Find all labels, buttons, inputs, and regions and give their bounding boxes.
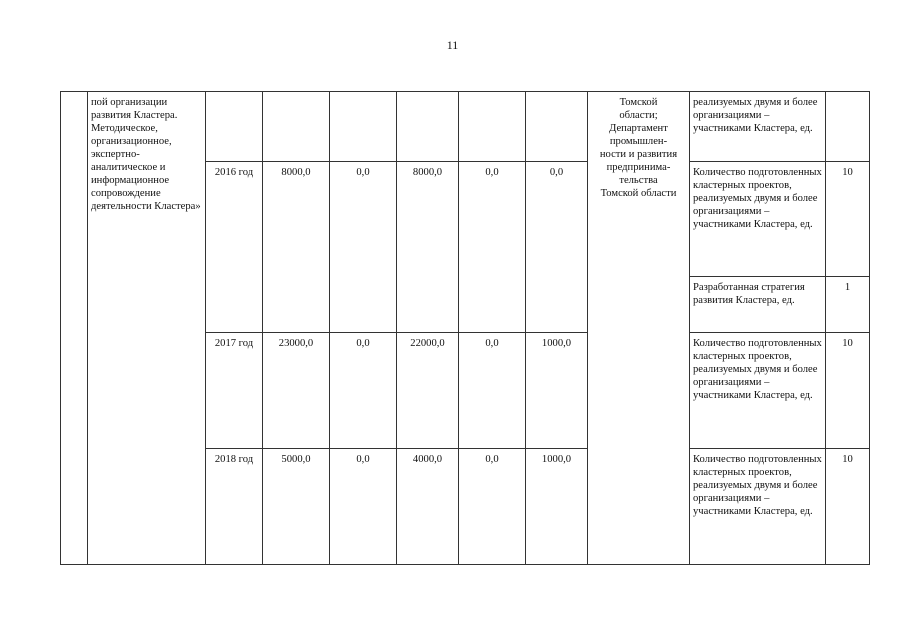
regional-cell-empty <box>397 92 459 162</box>
row-number-cell <box>61 92 88 565</box>
federal-cell: 0,0 <box>330 162 397 333</box>
federal-cell: 0,0 <box>330 449 397 565</box>
other-cell-empty <box>526 92 588 162</box>
total-cell: 8000,0 <box>263 162 330 333</box>
total-cell-empty <box>263 92 330 162</box>
total-cell: 5000,0 <box>263 449 330 565</box>
local-cell: 0,0 <box>459 162 526 333</box>
regional-cell: 22000,0 <box>397 333 459 449</box>
federal-cell-empty <box>330 92 397 162</box>
other-cell: 0,0 <box>526 162 588 333</box>
federal-cell: 0,0 <box>330 333 397 449</box>
table-row-continued <box>61 92 870 162</box>
local-cell: 0,0 <box>459 449 526 565</box>
indicator-name-cell: Количество подготовленных кластерных проектов, реализуемых двумя и более организациями – участниками Кластера, ед. <box>690 333 826 449</box>
regional-cell: 4000,0 <box>397 449 459 565</box>
year-cell: 2018 год <box>206 449 263 565</box>
activity-name-cell: пой организации развития Кластера. Методическое, организационное, экспертно-аналитическое и информационное сопровождение деятельности Кластера» <box>88 92 206 565</box>
other-cell: 1000,0 <box>526 449 588 565</box>
page-number: 11 <box>446 38 459 52</box>
indicator-name-cell: Разработанная стратегия развития Кластера, ед. <box>690 277 826 333</box>
local-cell-empty <box>459 92 526 162</box>
total-cell: 23000,0 <box>263 333 330 449</box>
indicator-value-cell <box>826 92 870 162</box>
year-cell: 2016 год <box>206 162 263 333</box>
indicator-name-cell: Количество подготовленных кластерных проектов, реализуемых двумя и более организациями – участниками Кластера, ед. <box>690 449 826 565</box>
indicator-name-cell: Количество подготовленных кластерных проектов, реализуемых двумя и более организациями – участниками Кластера, ед. <box>690 162 826 277</box>
regional-cell: 8000,0 <box>397 162 459 333</box>
program-table <box>60 91 870 565</box>
indicator-value-cell: 1 <box>826 277 870 333</box>
indicator-value-cell: 10 <box>826 449 870 565</box>
indicator-value-cell: 10 <box>826 162 870 277</box>
local-cell: 0,0 <box>459 333 526 449</box>
indicator-name-cell: реализуемых двумя и более организациями – участниками Кластера, ед. <box>690 92 826 162</box>
year-cell-empty <box>206 92 263 162</box>
other-cell: 1000,0 <box>526 333 588 449</box>
year-cell: 2017 год <box>206 333 263 449</box>
executor-cell: Томской области; Департамент промышлен- ности и развития предпринима- тельства Томской области <box>588 92 690 565</box>
indicator-value-cell: 10 <box>826 333 870 449</box>
